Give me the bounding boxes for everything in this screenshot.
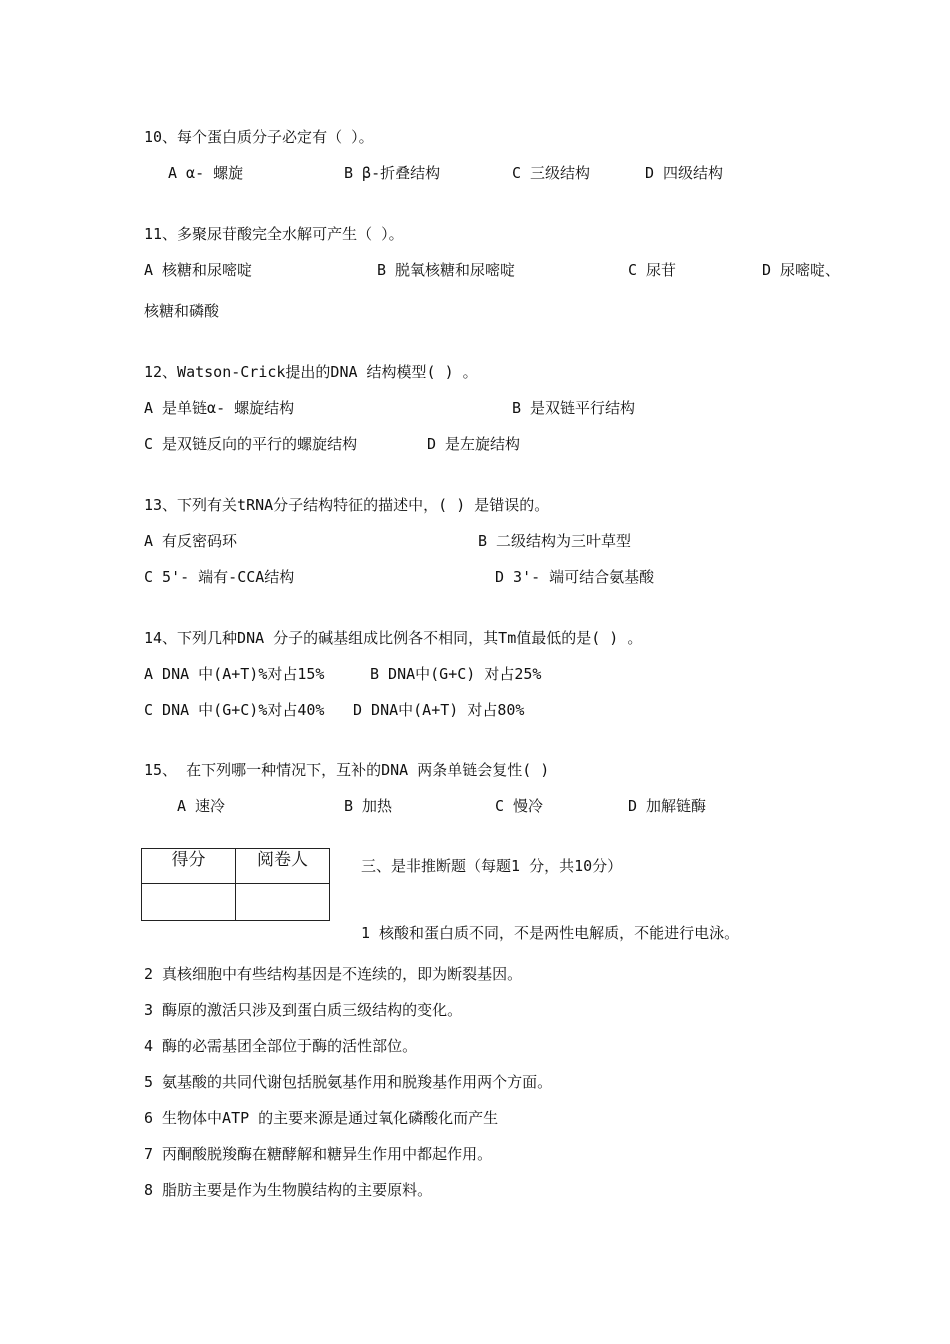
judgment-item-1: 1 核酸和蛋白质不同，不是两性电解质，不能进行电泳。	[361, 924, 740, 942]
question-10-option-a: A α- 螺旋	[168, 164, 244, 182]
question-13-option-a: A 有反密码环	[144, 532, 238, 550]
question-11-option-a: A 核糖和尿嘧啶	[144, 261, 253, 279]
question-14-option-d: D DNA中(A+T) 对占80%	[353, 701, 525, 719]
question-10-option-d: D 四级结构	[645, 164, 724, 182]
question-12-stem: 12、Watson-Crick提出的DNA 结构模型( ) 。	[144, 363, 478, 381]
question-15-option-c: C 慢冷	[495, 797, 544, 815]
question-12-option-a: A 是单链α- 螺旋结构	[144, 399, 295, 417]
question-10-option-b: B β-折叠结构	[344, 164, 441, 182]
question-12-option-c: C 是双链反向的平行的螺旋结构	[144, 435, 358, 453]
question-15-stem: 15、 在下列哪一种情况下，互补的DNA 两条单链会复性( )	[144, 761, 550, 779]
question-14-option-b: B DNA中(G+C) 对占25%	[370, 665, 542, 683]
question-14-stem: 14、下列几种DNA 分子的碱基组成比例各不相同，其Tm值最低的是( ) 。	[144, 629, 643, 647]
question-13-option-d: D 3'- 端可结合氨基酸	[495, 568, 655, 586]
judgment-item-7: 7 丙酮酸脱羧酶在糖酵解和糖异生作用中都起作用。	[144, 1145, 493, 1163]
question-10-stem: 10、每个蛋白质分子必定有（ ）。	[144, 128, 374, 146]
question-13-stem: 13、下列有关tRNA分子结构特征的描述中，( ) 是错误的。	[144, 496, 550, 514]
question-13-option-c: C 5'- 端有-CCA结构	[144, 568, 295, 586]
question-15-option-b: B 加热	[344, 797, 393, 815]
grade-table	[141, 848, 330, 921]
question-14-option-c: C DNA 中(G+C)%对占40%	[144, 701, 325, 719]
judgment-item-3: 3 酶原的激活只涉及到蛋白质三级结构的变化。	[144, 1001, 463, 1019]
judgment-item-4: 4 酶的必需基团全部位于酶的活性部位。	[144, 1037, 418, 1055]
question-12-option-b: B 是双链平行结构	[512, 399, 636, 417]
score-header-cell: 得分	[142, 849, 236, 884]
judgment-item-8: 8 脂肪主要是作为生物膜结构的主要原料。	[144, 1181, 433, 1199]
question-11-option-d: D 尿嘧啶、	[762, 261, 841, 279]
question-13-option-b: B 二级结构为三叶草型	[478, 532, 632, 550]
judgment-item-6: 6 生物体中ATP 的主要来源是通过氧化磷酸化而产生	[144, 1109, 499, 1127]
question-11-option-b: B 脱氧核糖和尿嘧啶	[377, 261, 516, 279]
question-15-option-d: D 加解链酶	[628, 797, 707, 815]
question-11-stem: 11、多聚尿苷酸完全水解可产生（ ）。	[144, 225, 404, 243]
question-10-option-c: C 三级结构	[512, 164, 591, 182]
judgment-item-5: 5 氨基酸的共同代谢包括脱氨基作用和脱羧基作用两个方面。	[144, 1073, 553, 1091]
reviewer-header-cell: 阅卷人	[236, 849, 330, 884]
score-value-cell[interactable]	[142, 884, 236, 921]
judgment-item-2: 2 真核细胞中有些结构基因是不连续的，即为断裂基因。	[144, 965, 523, 983]
reviewer-value-cell[interactable]	[236, 884, 330, 921]
question-11-option-c: C 尿苷	[628, 261, 677, 279]
question-14-option-a: A DNA 中(A+T)%对占15%	[144, 665, 325, 683]
section-3-title: 三、是非推断题（每题1 分，共10分）	[361, 857, 623, 875]
question-15-option-a: A 速冷	[177, 797, 226, 815]
question-12-option-d: D 是左旋结构	[427, 435, 521, 453]
question-11-option-d-continuation: 核糖和磷酸	[144, 302, 220, 320]
